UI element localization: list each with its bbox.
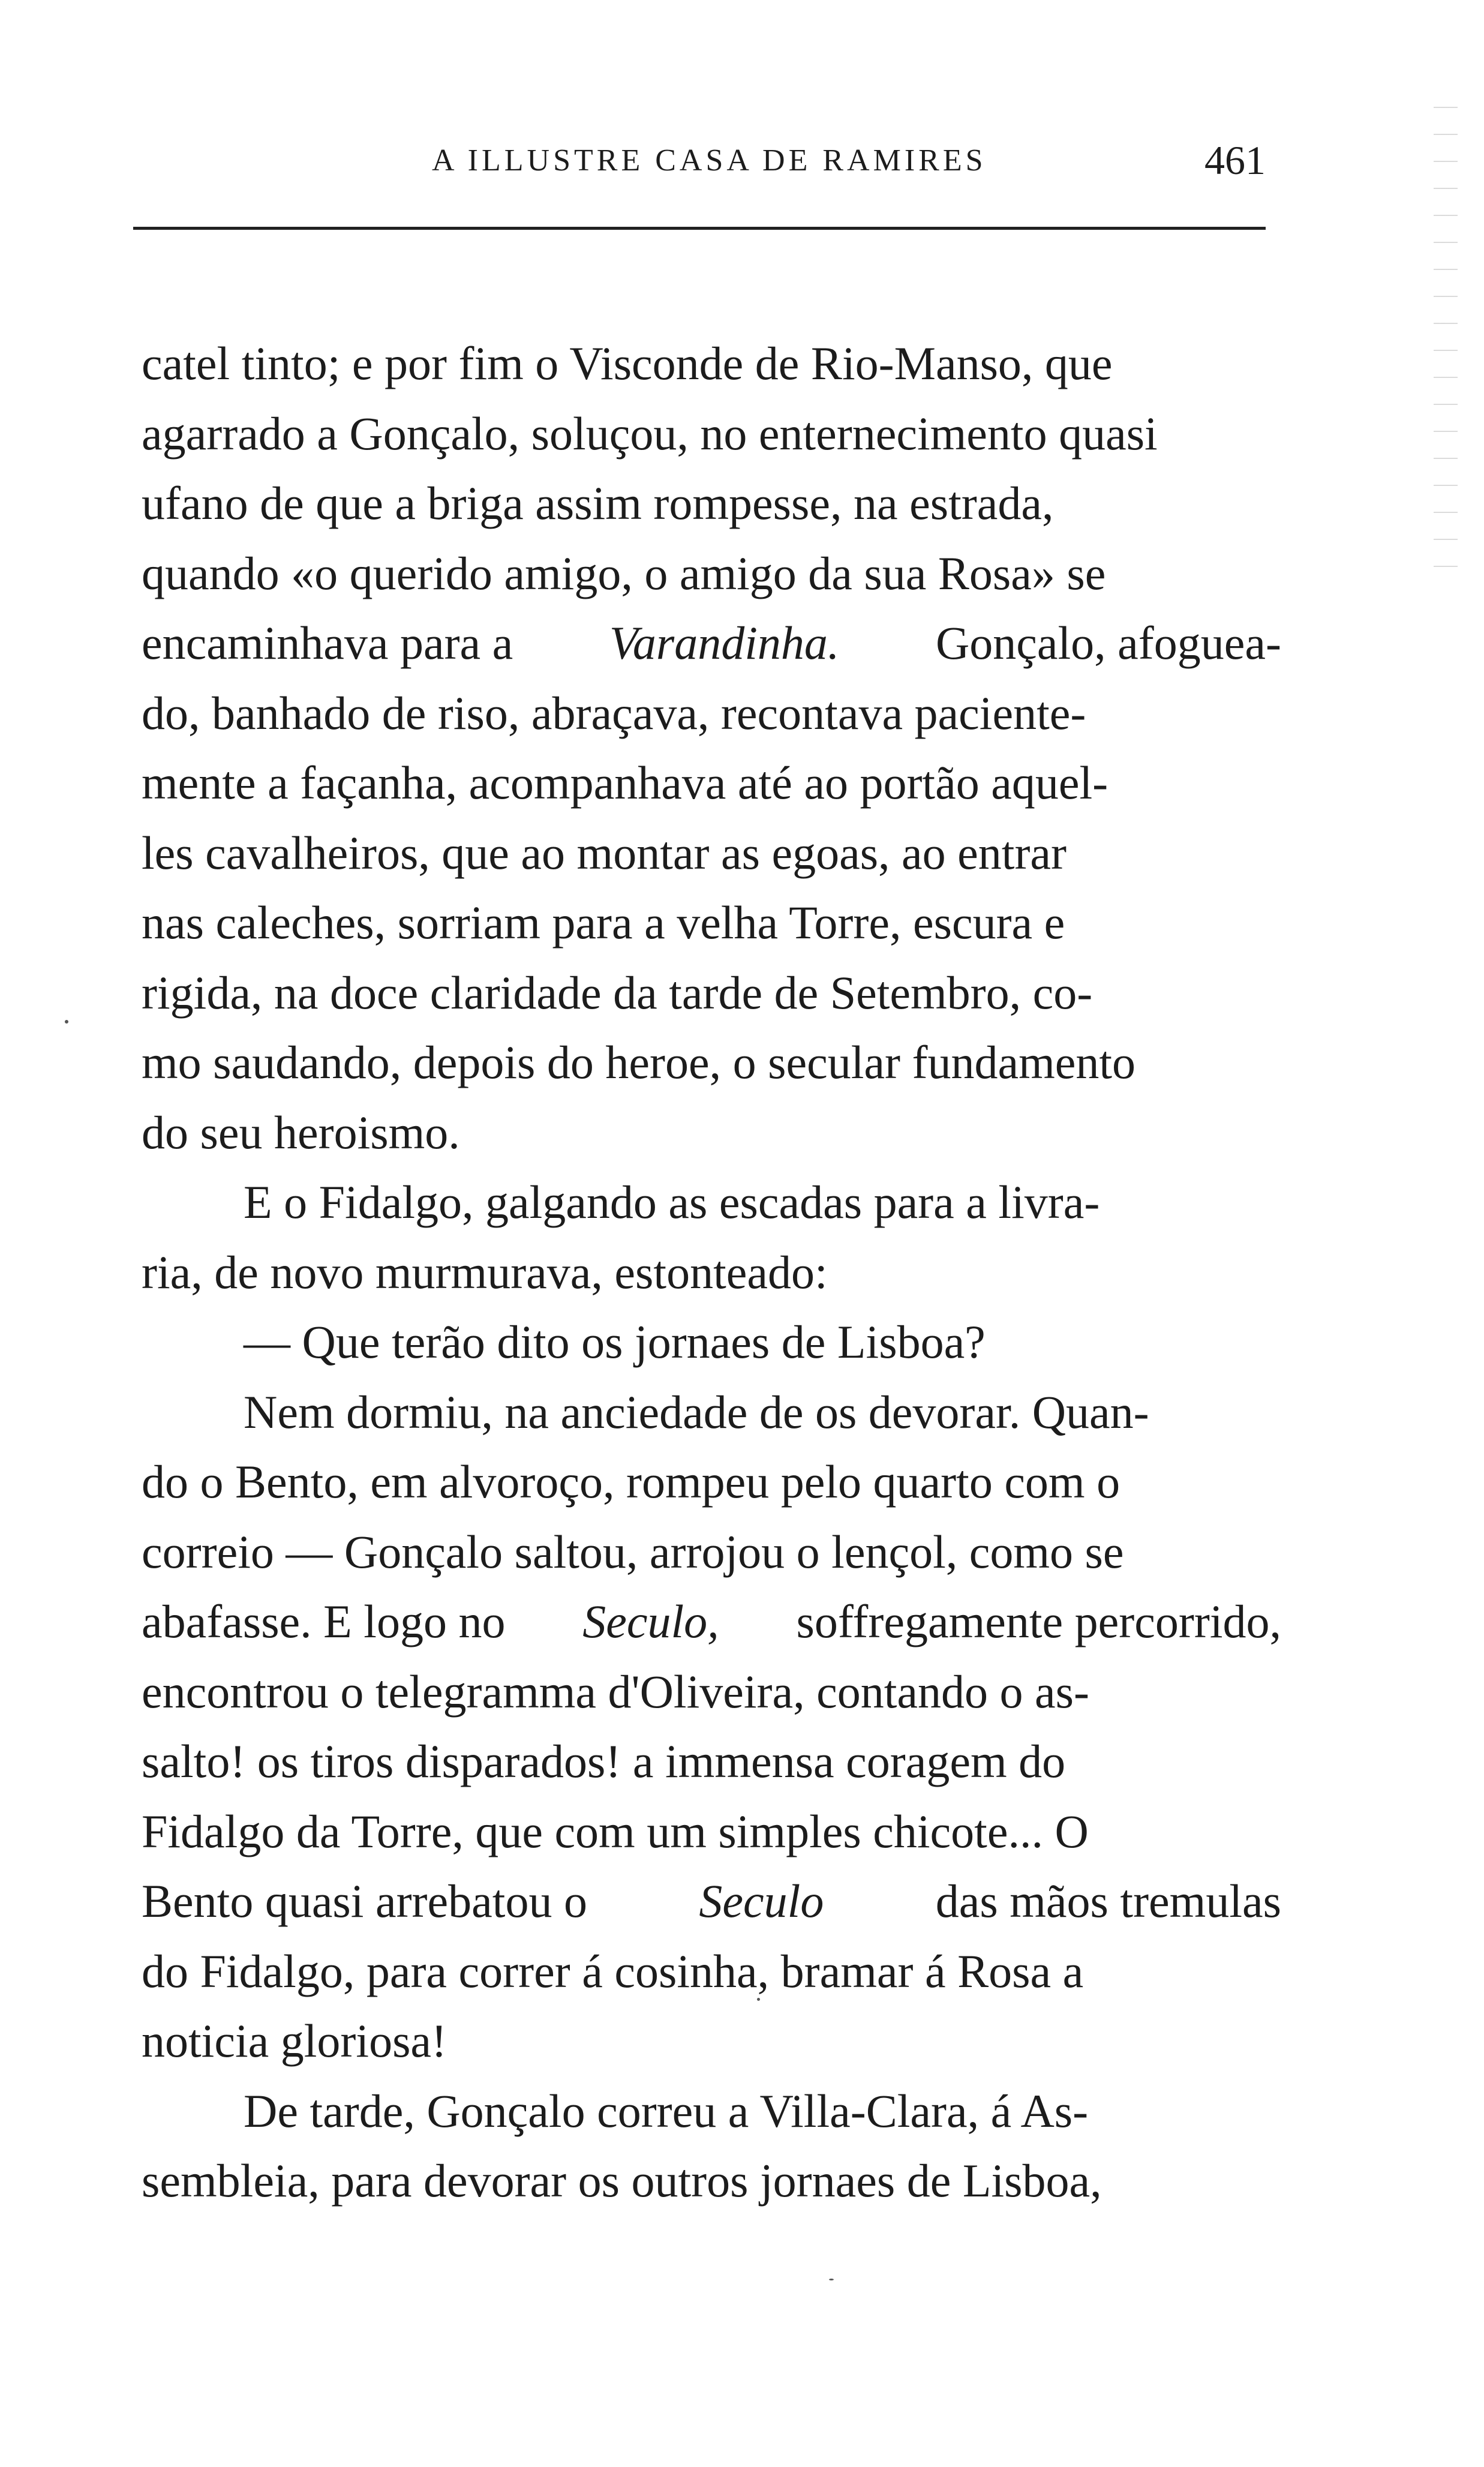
- text-line-paragraph-start: De tarde, Gonçalo correu a Villa-Clara, á As-: [244, 2084, 1089, 2137]
- text-line: mo saudando, depois do heroe, o secular fundamento: [142, 1036, 1136, 1088]
- running-head: [132, 137, 1266, 191]
- italic-title-seculo: Seculo,: [582, 1595, 719, 1647]
- text-line-paragraph-start: E o Fidalgo, galgando as escadas para a livra-: [244, 1176, 1100, 1228]
- italic-title-seculo: Seculo: [699, 1875, 824, 1927]
- text-line-paragraph-start: Nem dormiu, na anciedade de os devorar. Quan-: [244, 1385, 1149, 1438]
- text-line: sembleia, para devorar os outros jornaes de Lisboa,: [142, 2154, 1102, 2207]
- text-line: do Fidalgo, para correr á cosinha, bramar á Rosa a: [142, 1944, 1084, 1997]
- text-line: [142, 1587, 1281, 1657]
- text-line: noticia gloriosa!: [142, 2015, 447, 2067]
- dialogue-line: — Que terão dito os jornaes de Lisboa?: [244, 1316, 986, 1368]
- line-segment: soffregamente percorrido,: [796, 1595, 1281, 1647]
- line-segment: Gonçalo, afoguea-: [935, 617, 1281, 669]
- text-line: ria, de novo murmurava, estonteado:: [142, 1245, 828, 1298]
- text-line: agarrado a Gonçalo, soluçou, no enternecimento quasi: [142, 407, 1158, 460]
- page-number: 461: [1204, 137, 1266, 183]
- text-line: do seu heroismo.: [142, 1106, 460, 1159]
- text-line: encontrou o telegramma d'Oliveira, contando o as-: [142, 1665, 1089, 1718]
- paper-speck: [65, 1020, 68, 1024]
- text-line: nas caleches, sorriam para a velha Torre, escura e: [142, 896, 1065, 949]
- text-line: catel tinto; e por fim o Visconde de Rio-Manso, que: [142, 337, 1113, 389]
- running-title: A ILLUSTRE CASA DE RAMIRES: [432, 143, 987, 178]
- paper-speck: [829, 2279, 834, 2280]
- paper-speck: [757, 1998, 760, 2001]
- text-line: ufano de que a briga assim rompesse, na estrada,: [142, 477, 1054, 529]
- page-edge-marks: [1434, 96, 1458, 588]
- text-line: les cavalheiros, que ao montar as egoas, ao entrar: [142, 826, 1067, 879]
- text-line: mente a façanha, acompanhava até ao portão aquel-: [142, 757, 1109, 809]
- line-segment: abafasse. E logo no: [142, 1595, 506, 1647]
- line-segment: Bento quasi arrebatou o: [142, 1875, 587, 1927]
- text-line: correio — Gonçalo saltou, arrojou o lençol, como se: [142, 1525, 1124, 1578]
- text-line: [142, 608, 1281, 679]
- text-line: salto! os tiros disparados! a immensa coragem do: [142, 1735, 1066, 1787]
- body-text: [142, 329, 1281, 2216]
- line-segment: encaminhava para a: [142, 617, 513, 669]
- text-line: Fidalgo da Torre, que com um simples chicote... O: [142, 1805, 1089, 1857]
- text-line: do, banhado de riso, abraçava, recontava paciente-: [142, 686, 1086, 739]
- header-rule: [133, 227, 1266, 230]
- text-line: [142, 1866, 1281, 1937]
- line-segment: das mãos tremulas: [935, 1875, 1281, 1927]
- text-line: quando «o querido amigo, o amigo da sua Rosa» se: [142, 547, 1106, 599]
- italic-title-varandinha: Varandinha.: [609, 617, 840, 669]
- text-line: do o Bento, em alvoroço, rompeu pelo quarto com o: [142, 1455, 1120, 1508]
- text-line: rigida, na doce claridade da tarde de Setembro, co-: [142, 966, 1093, 1019]
